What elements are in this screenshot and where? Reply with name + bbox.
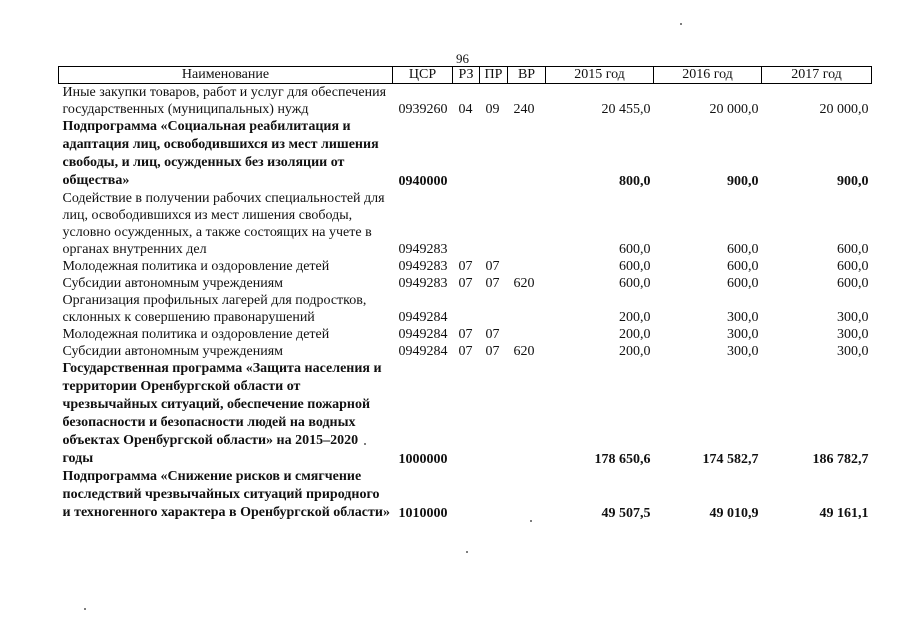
- row-2017: 600,0: [837, 259, 869, 274]
- row-csr: 1000000: [398, 452, 448, 467]
- row-csr: 0949283: [398, 259, 448, 274]
- row-rz: [453, 468, 480, 522]
- table-row: [59, 343, 872, 360]
- row-pr: [480, 292, 508, 326]
- row-2015: 200,0: [619, 310, 651, 325]
- row-vr: [508, 468, 546, 522]
- row-csr: 0949284: [398, 310, 448, 325]
- row-2016: 174 582,7: [702, 452, 759, 467]
- row-pr: 07: [485, 344, 500, 359]
- row-name: Субсидии автономным учреждениям: [62, 344, 284, 359]
- table-row: [59, 258, 872, 275]
- table-row: [59, 292, 872, 326]
- row-rz: [453, 292, 480, 326]
- row-name: Государственная программа «Защита населения и территории Оренбургской области от чрезвычайных ситуаций, обеспечение пожарной безопасности и безопасности людей на водных объектах Оренбургской области» на 2015–2020 годы: [62, 361, 382, 466]
- row-2016: 20 000,0: [709, 102, 759, 117]
- row-csr: 0940000: [398, 174, 448, 189]
- row-rz: [453, 360, 480, 468]
- row-2017: 20 000,0: [819, 102, 869, 117]
- row-csr: 0949284: [398, 327, 448, 342]
- budget-table: [58, 66, 872, 522]
- scan-speck: [680, 23, 682, 25]
- row-csr: 0949283: [398, 276, 448, 291]
- row-csr: 0949283: [398, 242, 448, 257]
- row-rz: [453, 118, 480, 190]
- row-pr: [480, 118, 508, 190]
- row-pr: [480, 360, 508, 468]
- row-2017: 300,0: [837, 327, 869, 342]
- row-vr: 620: [513, 276, 535, 291]
- row-rz: 07: [458, 276, 473, 291]
- row-vr: [508, 292, 546, 326]
- row-pr: [480, 190, 508, 258]
- row-2015: 200,0: [619, 327, 651, 342]
- header-rz: РЗ: [453, 67, 480, 84]
- row-2016: 300,0: [727, 310, 759, 325]
- row-2016: 600,0: [727, 242, 759, 257]
- row-2017: 600,0: [837, 276, 869, 291]
- row-2015: 800,0: [619, 174, 651, 189]
- row-2015: 600,0: [619, 276, 651, 291]
- table-row: [59, 468, 872, 522]
- row-pr: 07: [485, 276, 500, 291]
- row-2016: 600,0: [727, 276, 759, 291]
- row-name: Молодежная политика и оздоровление детей: [62, 259, 330, 274]
- row-2016: 49 010,9: [709, 506, 759, 521]
- row-vr: [508, 118, 546, 190]
- table-row: [59, 118, 872, 190]
- table-row: [59, 360, 872, 468]
- row-name: Подпрограмма «Снижение рисков и смягчение последствий чрезвычайных ситуаций природного и техногенного характера в Оренбургской области»: [62, 469, 390, 520]
- scan-speck: [84, 608, 86, 610]
- row-2017: 49 161,1: [819, 506, 869, 521]
- row-rz: 07: [458, 327, 473, 342]
- row-name: Организация профильных лагерей для подростков, склонных к совершению правонарушений: [62, 293, 367, 325]
- row-2016: 300,0: [727, 344, 759, 359]
- row-2017: 300,0: [837, 310, 869, 325]
- row-rz: [453, 190, 480, 258]
- scan-speck: [364, 443, 366, 445]
- row-2015: 178 650,6: [594, 452, 651, 467]
- header-2017: 2017 год: [762, 67, 872, 84]
- header-vr: ВР: [508, 67, 546, 84]
- header-2016: 2016 год: [654, 67, 762, 84]
- row-2015: 20 455,0: [601, 102, 651, 117]
- row-vr: 240: [513, 102, 535, 117]
- row-2017: 186 782,7: [812, 452, 869, 467]
- row-name: Содействие в получении рабочих специальностей для лиц, освободившихся из мест лишения свободы, условно осужденных, а также состоящих на учете в органах внутренних дел: [62, 191, 385, 257]
- row-2017: 300,0: [837, 344, 869, 359]
- page-number: 96: [456, 51, 469, 66]
- row-name: Молодежная политика и оздоровление детей: [62, 327, 330, 342]
- row-vr: 620: [513, 344, 535, 359]
- scan-speck: [466, 551, 468, 553]
- row-2015: 49 507,5: [601, 506, 651, 521]
- table-header-row: [59, 67, 872, 84]
- header-pr: ПР: [480, 67, 508, 84]
- row-2015: 600,0: [619, 242, 651, 257]
- row-2015: 200,0: [619, 344, 651, 359]
- row-2016: 900,0: [727, 174, 759, 189]
- row-rz: 04: [458, 102, 473, 117]
- table-row: [59, 326, 872, 343]
- header-2015: 2015 год: [546, 67, 654, 84]
- header-name: Наименование: [59, 67, 393, 84]
- scan-speck: [530, 520, 532, 522]
- row-rz: 07: [458, 344, 473, 359]
- row-rz: 07: [458, 259, 473, 274]
- row-name: Иные закупки товаров, работ и услуг для обеспечения государственных (муниципальных) нужд: [62, 85, 387, 117]
- row-csr: 0939260: [398, 102, 448, 117]
- row-pr: 07: [485, 327, 500, 342]
- row-name: Подпрограмма «Социальная реабилитация и адаптация лиц, освободившихся из мест лишения свободы, и лиц, осужденных без изоляции от общества»: [62, 119, 379, 188]
- row-vr: [508, 326, 546, 343]
- row-pr: [480, 468, 508, 522]
- header-csr: ЦСР: [393, 67, 453, 84]
- row-2017: 900,0: [837, 174, 869, 189]
- row-name: Субсидии автономным учреждениям: [62, 276, 284, 291]
- row-vr: [508, 258, 546, 275]
- row-vr: [508, 190, 546, 258]
- row-2016: 300,0: [727, 327, 759, 342]
- row-2016: 600,0: [727, 259, 759, 274]
- table-row: [59, 275, 872, 292]
- row-pr: 07: [485, 259, 500, 274]
- row-csr: 1010000: [398, 506, 448, 521]
- row-csr: 0949284: [398, 344, 448, 359]
- row-2017: 600,0: [837, 242, 869, 257]
- row-2015: 600,0: [619, 259, 651, 274]
- table-row: [59, 84, 872, 119]
- row-pr: 09: [485, 102, 500, 117]
- row-vr: [508, 360, 546, 468]
- table-row: [59, 190, 872, 258]
